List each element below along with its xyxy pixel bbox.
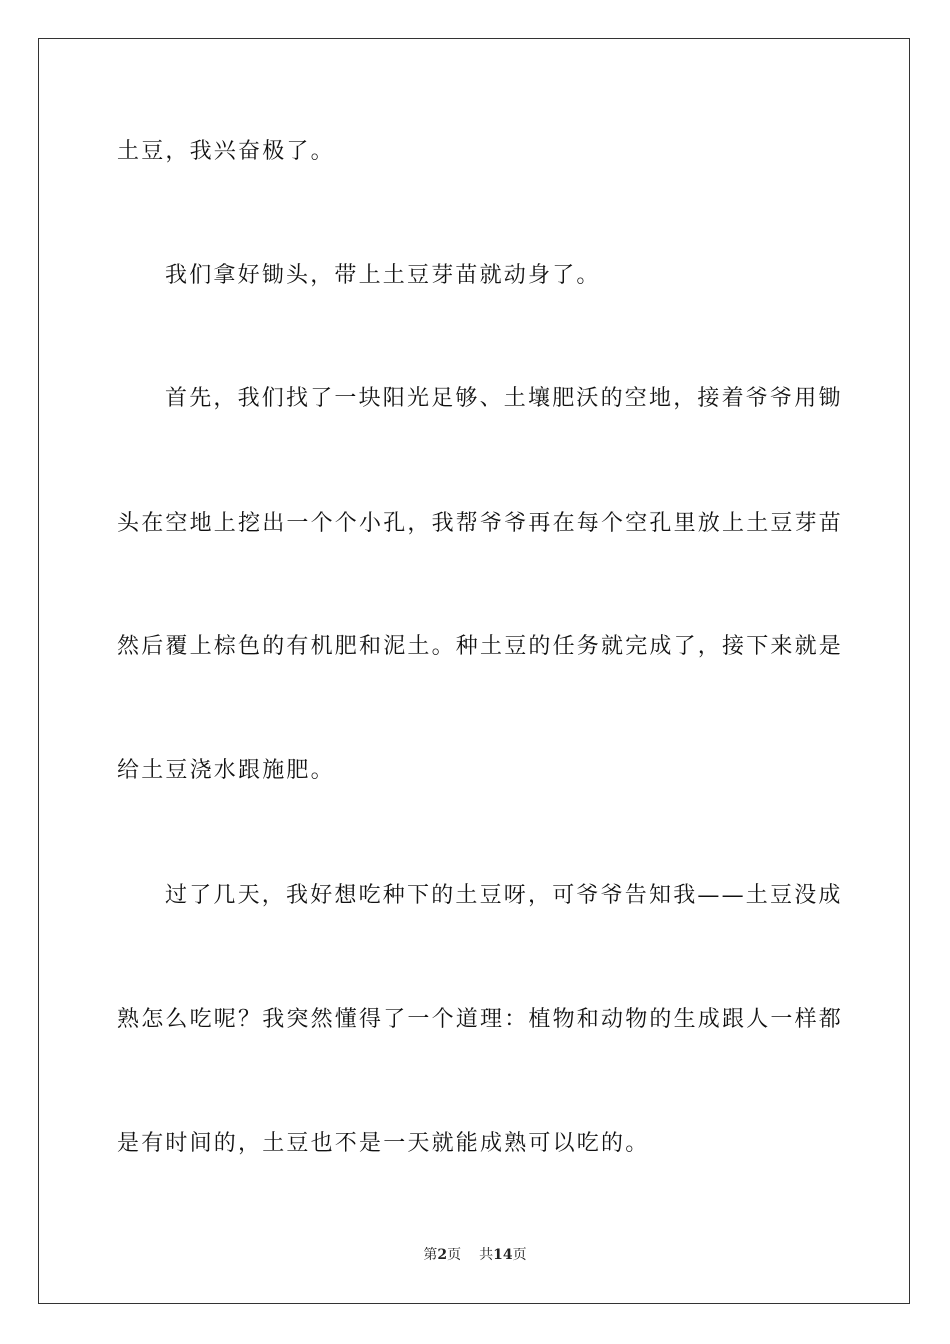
text-line-4: 头在空地上挖出一个个小孔，我帮爷爷再在每个空孔里放上土豆芽苗 [117,511,844,536]
text-line-8: 熟怎么吃呢？我突然懂得了一个道理：植物和动物的生成跟人一样都 [117,1007,844,1032]
text-line-5: 然后覆上棕色的有机肥和泥土。种土豆的任务就完成了，接下来就是 [117,634,844,659]
footer-page-total: 14 [493,1247,513,1263]
text-line-1: 土豆，我兴奋极了。 [117,139,335,164]
text-line-9: 是有时间的，土豆也不是一天就能成熟可以吃的。 [117,1131,650,1156]
footer-page-current: 2 [437,1247,448,1263]
footer-page-unit: 页 [447,1247,462,1263]
footer-total-unit: 页 [512,1247,527,1263]
text-line-6: 给土豆浇水跟施肥。 [117,758,335,783]
text-line-2: 我们拿好锄头，带上土豆芽苗就动身了。 [165,263,601,288]
footer-page-prefix: 第 [423,1247,438,1263]
page-footer [0,1245,950,1265]
text-line-7: 过了几天，我好想吃种下的土豆呀，可爷爷告知我——土豆没成 [165,883,843,908]
page-border [38,38,910,1304]
footer-total-prefix: 共 [479,1247,494,1263]
text-line-3: 首先，我们找了一块阳光足够、土壤肥沃的空地，接着爷爷用锄 [165,386,843,411]
